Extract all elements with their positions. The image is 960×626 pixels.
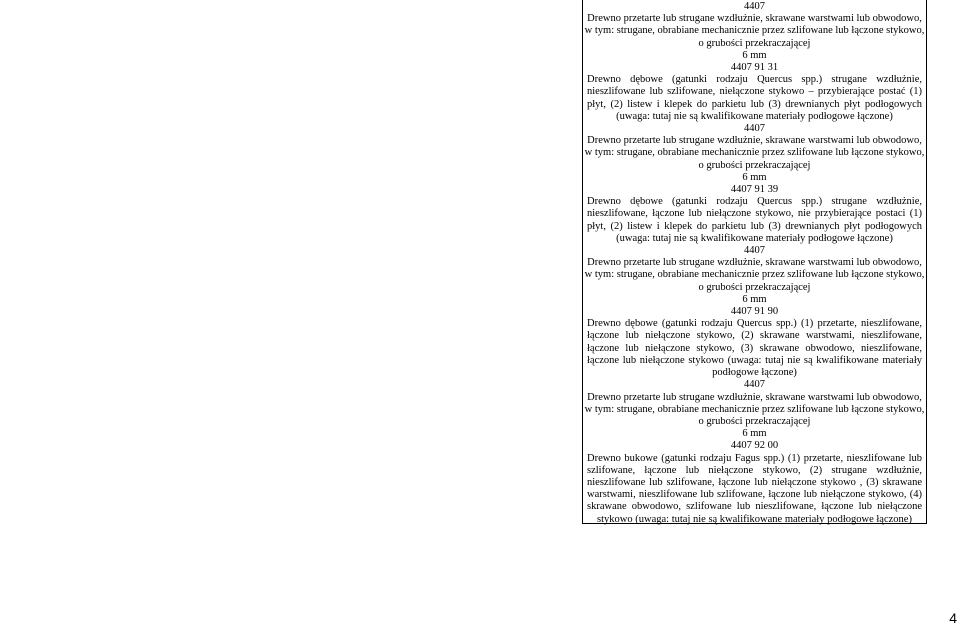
entry-heading: 4407	[744, 245, 765, 257]
code-description: Drewno dębowe (gatunki rodzaju Quercus spp.) (1) przetarte, nieszlifowane, łączone lub niełączone stykowo, (2) skrawane warstwami, nieszlifowane, łączone lub niełączone stykowo, (3) skrawane obwodowo, nieszlifowane, łączone lub niełączone stykowo (uwaga: tutaj nie są kwalifikowane materiały podłogowe łączone)	[587, 318, 922, 379]
description-line: Drewno przetarte lub strugane wzdłużnie, skrawane warstwami lub obwodowo,	[587, 391, 922, 403]
description-line: w tym: strugane, obrabiane mechanicznie przez szlifowane lub łączone stykowo,	[584, 147, 925, 159]
description-line: 6 mm	[742, 428, 767, 440]
entry-heading: 4407	[744, 123, 765, 135]
description-line: 6 mm	[742, 171, 767, 183]
description-line: w tym: strugane, obrabiane mechanicznie przez szlifowane lub łączone stykowo,	[584, 269, 925, 281]
entry	[583, 1, 926, 123]
code-description: Drewno dębowe (gatunki rodzaju Quercus spp.) strugane wzdłużnie, nieszlifowane, łączone lub niełączone stykowo, nie przybierające postaci (1) płyt, (2) listew i klepek do parkietu lub (3) drewnianych płyt podłogowych (uwaga: tutaj nie są kwalifikowane materiały podłogowe łączone)	[587, 196, 922, 244]
description-line: Drewno przetarte lub strugane wzdłużnie, skrawane warstwami lub obwodowo,	[587, 13, 922, 25]
description-line: 6 mm	[742, 49, 767, 61]
code-description: Drewno bukowe (gatunki rodzaju Fagus spp.) (1) przetarte, nieszlifowane lub szlifowane, łączone lub niełączone stykowo, (2) strugane wzdłużnie, nieszlifowane lub szlifowane, łączone lub niełączone stykowo , (3) skrawane warstwami, nieszlifowane lub szlifowane, łączone lub niełączone stykowo, (4) skrawane obwodowo, szlifowane lub nieszlifowane, łączone lub niełączone stykowo (uwaga: tutaj nie są kwalifikowane materiały podłogowe łączone)	[587, 452, 922, 525]
description-line: w tym: strugane, obrabiane mechanicznie przez szlifowane lub łączone stykowo,	[584, 25, 925, 37]
description-line: o grubości przekraczającej	[698, 415, 811, 427]
entry-code: 4407 91 90	[730, 306, 779, 318]
description-line: o grubości przekraczającej	[698, 281, 811, 293]
entry	[583, 245, 926, 379]
entry	[583, 379, 926, 525]
entry	[583, 123, 926, 245]
entry-heading: 4407	[744, 1, 765, 12]
description-line: 6 mm	[742, 293, 767, 305]
description-line: w tym: strugane, obrabiane mechanicznie przez szlifowane lub łączone stykowo,	[584, 403, 925, 415]
table-cell	[582, 0, 927, 524]
entry-code: 4407 91 31	[730, 62, 779, 74]
page-number: 4	[949, 610, 957, 626]
code-description: Drewno dębowe (gatunki rodzaju Quercus spp.) strugane wzdłużnie, nieszlifowane lub szlifowane, niełączone stykowo – przybierające postać (1) płyt, (2) listew i klepek do parkietu lub (3) drewnianych płyt podłogowych (uwaga: tutaj nie są kwalifikowane materiały podłogowe łączone)	[587, 74, 922, 122]
description-line: o grubości przekraczającej	[698, 37, 811, 49]
description-line: Drewno przetarte lub strugane wzdłużnie, skrawane warstwami lub obwodowo,	[587, 135, 922, 147]
entry-heading: 4407	[744, 379, 765, 391]
entry-code: 4407 91 39	[730, 184, 779, 196]
entry-code: 4407 92 00	[730, 440, 779, 452]
description-line: o grubości przekraczającej	[698, 159, 811, 171]
description-line: Drewno przetarte lub strugane wzdłużnie, skrawane warstwami lub obwodowo,	[587, 257, 922, 269]
